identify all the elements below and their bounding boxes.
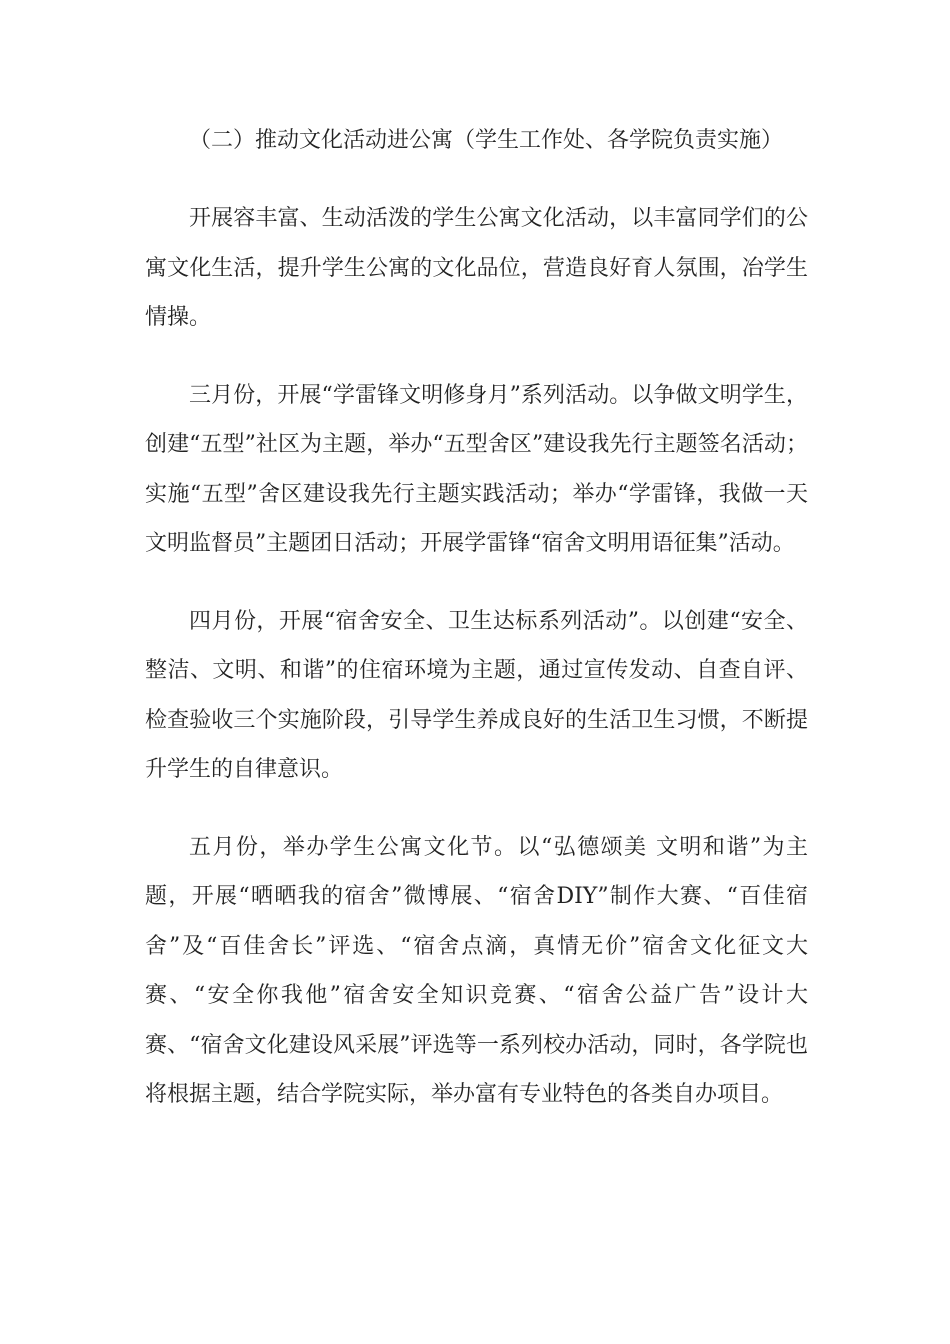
paragraph-april: 四月份，开展“宿舍安全、卫生达标系列活动”。以创建“安全、整洁、文明、和谐”的住宿环境为主题，通过宣传发动、自查自评、检查验收三个实施阶段，引导学生养成良好的生活卫生习惯，不断提升学生的自律意识。 [145,608,808,782]
paragraph-intro: 开展容丰富、生动活泼的学生公寓文化活动，以丰富同学们的公寓文化生活，提升学生公寓的文化品位，营造良好育人氛围，冶学生情操。 [145,206,808,330]
paragraph-march: 三月份，开展“学雷锋文明修身月”系列活动。以争做文明学生，创建“五型”社区为主题，举办“五型舍区”建设我先行主题签名活动；实施“五型”舍区建设我先行主题实践活动；举办“学雷锋，我做一天文明监督员”主题团日活动；开展学雷锋“宿舍文明用语征集”活动。 [145,382,808,556]
paragraph-may: 五月份，举办学生公寓文化节。以“弘德颂美 文明和谐”为主题，开展“晒晒我的宿舍”微博展、“宿舍DIY”制作大赛、“百佳宿舍”及“百佳舍长”评选、“宿舍点滴，真情无价”宿舍文化征文大赛、“安全你我他”宿舍安全知识竞赛、“宿舍公益广告”设计大赛、“宿舍文化建设风采展”评选等一系列校办活动，同时，各学院也将根据主题，结合学院实际，举办富有专业特色的各类自办项目。 [145,834,808,1107]
document-body [145,118,808,1148]
section-heading: （二）推动文化活动进公寓（学生工作处、各学院负责实施） [189,128,784,153]
